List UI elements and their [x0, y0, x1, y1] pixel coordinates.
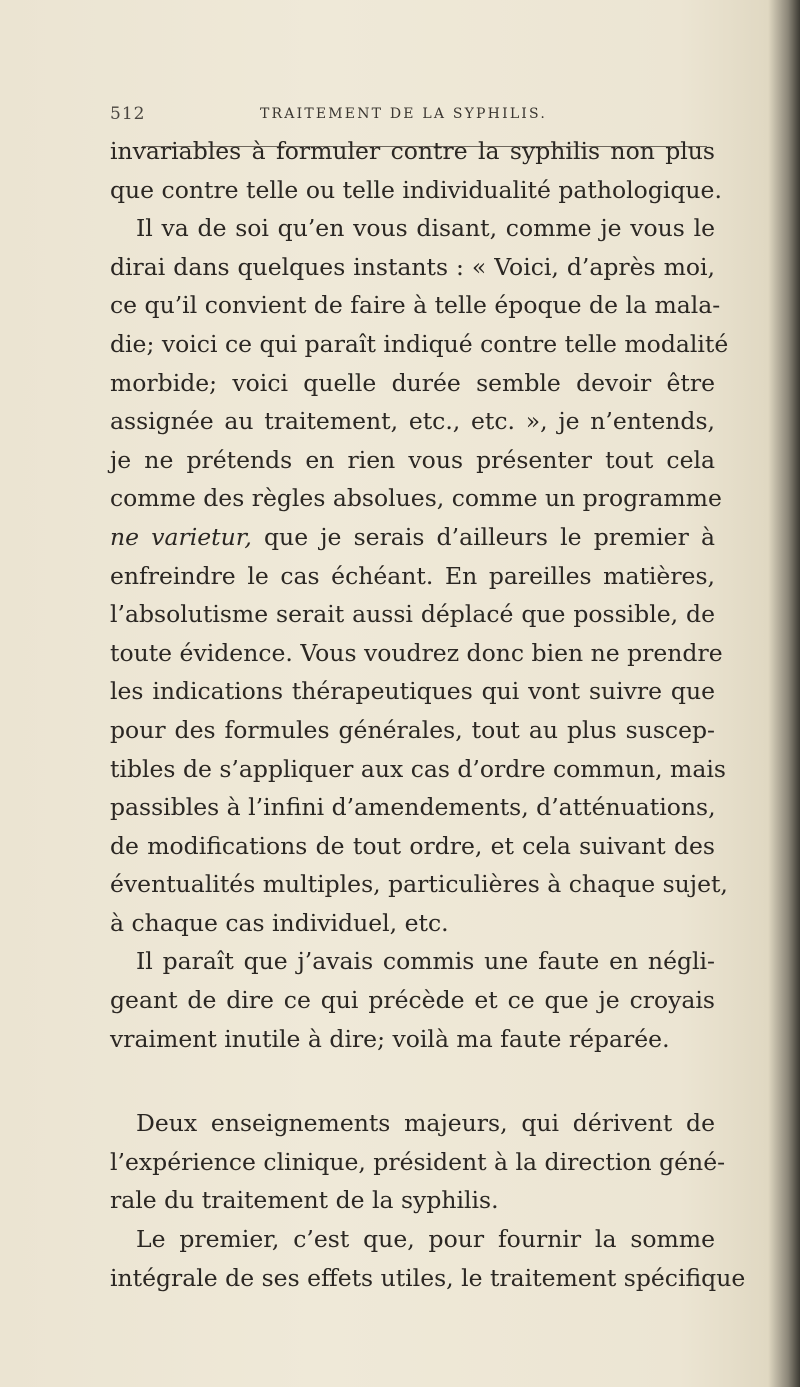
text-line: die; voici ce qui paraît indiqué contre telle modalité — [110, 329, 729, 358]
text-line: de modifications de tout ordre, et cela suivant des — [110, 831, 715, 860]
text-line: intégrale de ses effets utiles, le traitement spécifique — [110, 1263, 746, 1292]
text-line: comme des règles absolues, comme un programme — [110, 484, 722, 513]
body-text — [110, 132, 746, 1297]
text-line: enfreindre le cas échéant. En pareilles matières, — [110, 561, 715, 590]
text-line: Il va de soi qu’en vous disant, comme je vous le — [136, 214, 715, 243]
italic-phrase: ne varietur, — [110, 522, 252, 551]
text-line: morbide; voici quelle durée semble devoir être — [110, 368, 715, 397]
running-head — [110, 104, 710, 132]
text-line: geant de dire ce qui précède et ce que je croyais — [110, 986, 715, 1015]
text-line-mixed — [110, 518, 715, 557]
text-line: les indications thérapeutiques qui vont suivre que — [110, 677, 715, 706]
text-line: l’absolutisme serait aussi déplacé que possible, de — [110, 600, 715, 629]
text-line: toute évidence. Vous voudrez donc bien ne prendre — [110, 638, 723, 667]
text-line: vraiment inutile à dire; voilà ma faute réparée. — [110, 1024, 670, 1053]
running-title: TRAITEMENT DE LA SYPHILIS. — [260, 106, 547, 122]
text-line: à chaque cas individuel, etc. — [110, 908, 449, 937]
text-line: dirai dans quelques instants : « Voici, d’après moi, — [110, 252, 715, 281]
text-line: que contre telle ou telle individualité pathologique. — [110, 175, 722, 204]
text-line: assignée au traitement, etc., etc. », je n’entends, — [110, 407, 715, 436]
paragraph-gap — [110, 1058, 715, 1104]
text-line: Deux enseignements majeurs, qui dérivent de — [136, 1109, 715, 1138]
text-line: invariables à formuler contre la syphilis non plus — [110, 137, 715, 165]
text-line: pour des formules générales, tout au plus suscep- — [110, 715, 715, 744]
text-line: Le premier, c’est que, pour fournir la somme — [136, 1225, 715, 1254]
text-line: passibles à l’infini d’amendements, d’atténuations, — [110, 793, 716, 822]
text-line: ce qu’il convient de faire à telle époque de la mala- — [110, 291, 721, 320]
text-line: Il paraît que j’avais commis une faute en négli- — [136, 947, 715, 976]
text-line: éventualités multiples, particulières à chaque sujet, — [110, 870, 728, 899]
text-line: je ne prétends en rien vous présenter tout cela — [110, 445, 715, 474]
text-line: l’expérience clinique, président à la direction géné- — [110, 1147, 726, 1176]
page-number: 512 — [110, 104, 146, 124]
text-fragment: que je serais d’ailleurs le premier à — [264, 522, 715, 551]
text-line: rale du traitement de la syphilis. — [110, 1186, 499, 1215]
text-line: tibles de s’appliquer aux cas d’ordre commun, mais — [110, 754, 726, 783]
